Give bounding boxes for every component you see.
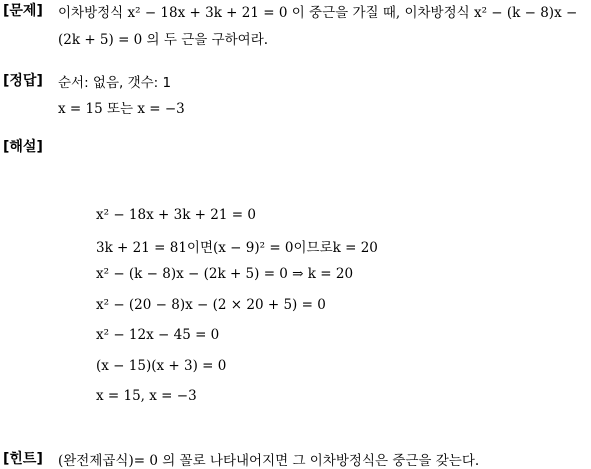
solution-step-2: 3k + 21 = 81이면(x − 9)² = 0이므로k = 20 xyxy=(96,240,378,256)
hint-text: (완전제곱식)= 0 의 꼴로 나타내어지면 그 이차방정식은 중근을 갖는다. xyxy=(58,453,480,469)
answer-meta: 순서: 없음, 갯수: 1 xyxy=(58,75,172,91)
solution-step-4: x² − (20 − 8)x − (2 × 20 + 5) = 0 xyxy=(96,297,326,313)
problem-line-2: (2k + 5) = 0 의 두 근을 구하여라. xyxy=(58,32,269,48)
solution-step-1: x² − 18x + 3k + 21 = 0 xyxy=(96,207,256,223)
answer-tag: [정답] xyxy=(3,73,43,89)
problem-line-1: 이차방정식 x² − 18x + 3k + 21 = 0 이 중근을 가질 때, 이차방정식 x² − (k − 8)x − xyxy=(58,5,578,21)
answer-value: x = 15 또는 x = −3 xyxy=(58,101,185,117)
solution-step-7: x = 15, x = −3 xyxy=(96,388,197,404)
hint-tag: [힌트] xyxy=(3,451,43,467)
solution-step-6: (x − 15)(x + 3) = 0 xyxy=(96,358,227,374)
solution-step-3: x² − (k − 8)x − (2k + 5) = 0 ⇒ k = 20 xyxy=(96,266,354,282)
problem-tag: [문제] xyxy=(3,3,43,19)
solution-step-5: x² − 12x − 45 = 0 xyxy=(96,327,220,343)
solution-tag: [해설] xyxy=(3,139,43,155)
